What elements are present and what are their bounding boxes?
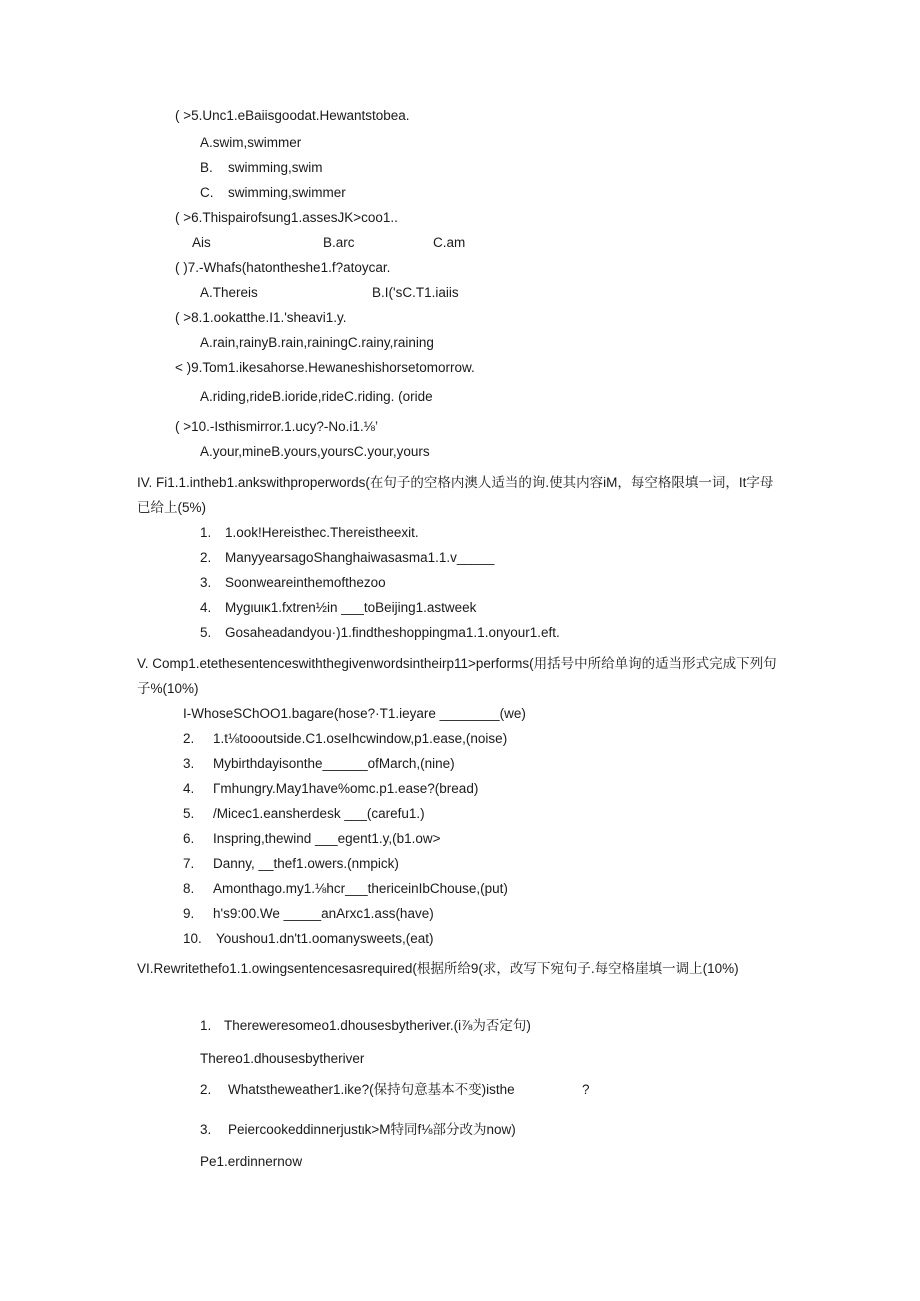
section-vi-q1: Therewere​someo1.dhousesbytheriver.(i⅞为否定句) (224, 1018, 531, 1033)
question-8-stem: ( >8.1.ookatthe.I1.'sheavi1.y. (175, 310, 347, 325)
section-v-item-number: 3. (183, 756, 195, 771)
section-iv-item: 1.ook!Hereisthec.Thereistheexit. (225, 525, 419, 540)
question-5-option-b: swimming,swim (228, 160, 323, 175)
question-6-stem: ( >6.Thispairofsung1.assesJK>coo1.. (175, 210, 398, 225)
section-iv-item: Soonweareinthemofthezoo (225, 575, 386, 590)
question-7-option-b: B.I('sC.T1.iaiis (372, 285, 459, 300)
section-v-item: 1.t⅛toooutside.C1.oseIhcwindow,p1.ease,(noise) (213, 731, 508, 746)
question-10-stem: ( >10.-Isthismirror.1.ucy?-No.i1.⅛’ (175, 419, 378, 434)
section-v-item: Γmhungry.May1have%omc.p1.ease?(bread) (213, 781, 479, 796)
section-vi-q3-number: 3. (200, 1122, 212, 1137)
section-iv-item-number: 2. (200, 550, 212, 565)
section-iv-item-number: 5. (200, 625, 212, 640)
question-5-option-b-letter: B. (200, 160, 213, 175)
section-v-item: Amonthago.my1.⅛hcr___thericeinIbChouse,(put) (213, 881, 508, 896)
section-vi-q2-number: 2. (200, 1082, 212, 1097)
section-v-item-number: 10. (183, 931, 202, 946)
section-v-item: Danny, __thef1.owers.(nmpick) (213, 856, 399, 871)
section-v-item: Youshou1.dn't1.oomanysweets,(eat) (216, 931, 434, 946)
section-iv-heading: IV. Fi1.1.inthe​b1.ankswithproperwords(在句子的空格内澳人适当的询.使其内容iM，每空格限填一词，It字母已给上(5%) (137, 475, 774, 515)
question-6-option-a: Ais (192, 235, 211, 250)
section-v-item: I-WhoseSChOO1.bagare(hose?·T1.ieyare ________(we) (183, 706, 526, 721)
section-v-item: /Micec1.eansherdesk ___(carefu1.) (213, 806, 425, 821)
section-v-item: h's9:00.We _____anArxc1.ass(have) (213, 906, 434, 921)
question-9-stem: < )9.Tom1.ikesahorse.Hewaneshishorsetomorrow. (175, 360, 475, 375)
section-iv-item: Gosaheadandyou·)1.findtheshoppingma1.1.onyour1.eft. (225, 625, 560, 640)
section-v-item-number: 4. (183, 781, 195, 796)
question-6-option-c: C.am (433, 235, 466, 250)
section-v-item-number: 7. (183, 856, 195, 871)
question-9-options: A.riding,rideB.ioride,rideC.riding. (oride (200, 389, 433, 404)
question-10-options: A.your,mineB.yours,yoursC.your,yours (200, 444, 430, 459)
section-v-item-number: 6. (183, 831, 195, 846)
section-v-item-number: 2. (183, 731, 195, 746)
question-5-option-a: A.swim,swimmer (200, 135, 302, 150)
section-iv-item-number: 4. (200, 600, 212, 615)
section-v-item-number: 9. (183, 906, 195, 921)
question-7-stem: ( )7.-Whafs(hatonthe​she1.f?atoycar. (175, 260, 391, 275)
question-5-option-c: swimming,swimmer (228, 185, 346, 200)
section-iv-item-number: 3. (200, 575, 212, 590)
section-v-item-number: 5. (183, 806, 195, 821)
section-v-item: Inspring,thewind ___egent1.y,(b1.ow> (213, 831, 441, 846)
section-v-heading: V. Comp1.etethesentenceswiththegivenwordsintheirp11>performs(用括号中所给单询的适当形式完成下列句子%(10%) (137, 656, 777, 696)
section-iv-item-number: 1. (200, 525, 212, 540)
section-vi-q3: Peiercookeddinnerjustιk>M特同f⅛部分改为now) (228, 1122, 516, 1137)
section-vi-q2: Whatstheweather1.ike?(保持句意基本不变)isthe (228, 1082, 515, 1097)
section-iv-item: ManyyearsagoShanghaiwasasma1.1.v_____ (225, 550, 495, 565)
section-iv-item: Mygιuικ1.fxtren½in ___toBeijing1.astweek (225, 600, 477, 615)
question-8-options: A.rain,rainyB.rain,rainingC.rainy,raining (200, 335, 434, 350)
section-vi-q3-answer: Pe1.erdinnernow (200, 1154, 303, 1169)
section-v-item: Mybirthdayisonthe______ofMarch,(nine) (213, 756, 455, 771)
question-7-option-a: A.Thereis (200, 285, 258, 300)
question-6-option-b: B.arc (323, 235, 355, 250)
question-5-stem: ( >5.Unc1.eBaiisgoodat.Hewantstobea. (175, 108, 410, 123)
section-vi-q2-tail: ? (582, 1082, 590, 1097)
question-5-option-c-letter: C. (200, 185, 214, 200)
section-vi-q1-answer: Thereo1.dhousesbytheriver (200, 1051, 365, 1066)
section-vi-q1-number: 1. (200, 1018, 212, 1033)
section-vi-heading: VI.Rewritethefo1.1.owingsentencesasrequired(根据所给9(求，改写下宛句子.每空格崖填一调上(10%) (137, 961, 739, 976)
section-v-item-number: 8. (183, 881, 195, 896)
